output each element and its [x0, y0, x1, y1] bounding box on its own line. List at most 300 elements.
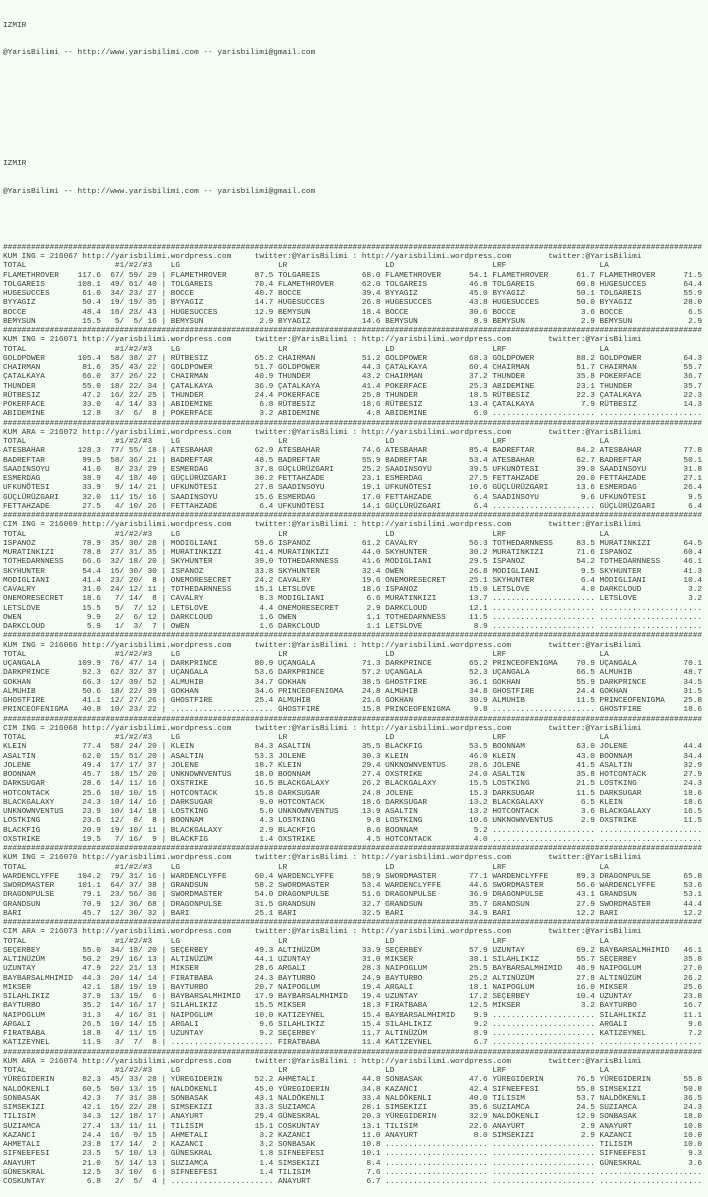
rank-lrf: MIKSER 3.2	[492, 1002, 600, 1011]
runner-name: BADREFTAR	[3, 456, 73, 465]
runner-row	[3, 771, 708, 780]
rank-ld: BEMYSUN 8.9	[385, 317, 493, 326]
pick-counts: 4/ 10/ 26	[100, 502, 157, 511]
runner-row	[3, 1021, 708, 1030]
pick-counts: 58/ 24/ 20	[100, 743, 157, 752]
pick-counts: 7/ 16/ 9	[100, 835, 157, 844]
rank-lg: AHMETALI 3.2	[170, 1131, 278, 1140]
header-lr: LR	[277, 345, 386, 354]
runner-row	[3, 1039, 708, 1048]
pick-counts: 11/ 15/ 16	[100, 493, 157, 502]
rank-lr: ALTINÜZÜM 33.9	[277, 946, 386, 955]
rank-ld: HOTCONTACK 4.0	[385, 835, 493, 844]
total-score: 60.5	[72, 1085, 101, 1094]
total-score: 99.5	[72, 456, 101, 465]
rank-la: ......................	[599, 410, 703, 419]
rank-lg: BYYAGIZ 14.7	[170, 299, 278, 308]
runner-name: BARI	[3, 909, 73, 918]
race-id: KUM ARA = 216072	[3, 428, 83, 437]
rank-lr: GHOSTFIRE 15.8	[277, 706, 386, 715]
rank-lr: SAADINSOYU 19.1	[277, 484, 386, 493]
divider: |	[156, 364, 171, 373]
runner-row	[3, 1132, 708, 1141]
rank-la: ASALTIN 32.9	[599, 761, 703, 770]
runner-name: BAYTURBO	[3, 1002, 73, 1011]
divider: |	[156, 271, 171, 280]
rank-lr: ATESBAHAR 74.6	[277, 447, 386, 456]
rank-lr: NALDÖKENLI 33.4	[277, 1094, 386, 1103]
rank-lg: UFKUNÖTESI 27.8	[170, 484, 278, 493]
rank-lrf: RÜTBESIZ 22.3	[492, 391, 600, 400]
runner-row	[3, 679, 708, 688]
runner-row	[3, 318, 708, 327]
pick-counts: 12/ 8/ 8	[100, 817, 157, 826]
runner-row	[3, 447, 708, 456]
total-score: 42.3	[72, 1094, 101, 1103]
runner-name: BOCCE	[3, 308, 73, 317]
rank-lg: HOTCONTACK 15.8	[170, 789, 278, 798]
rank-ld: LETSLOVE 8.9	[385, 623, 493, 632]
header-picks: #1/#2/#3	[114, 734, 171, 743]
race-id: CIM ARA = 216073	[3, 928, 83, 937]
rank-la: GHOSTFIRE 18.6	[599, 706, 703, 715]
pick-counts: 49/ 61/ 40	[100, 280, 157, 289]
pick-counts: 64/ 37/ 38	[100, 882, 157, 891]
total-score: 33.9	[72, 484, 101, 493]
rank-la: ATESBAHAR 77.8	[599, 447, 703, 456]
runner-row	[3, 808, 708, 817]
divider: :	[347, 641, 362, 650]
rank-la: FETTAHZADE 27.1	[599, 475, 703, 484]
intro-contact: @YarisBilimi -- http://www.yarisbilimi.com -- yarisbilimi@gmail.com	[3, 188, 316, 197]
rank-la: GÜÇLÜRÜZGARI 6.4	[599, 502, 703, 511]
total-score: 37.9	[72, 993, 101, 1002]
rank-ld: ISPANOZ 15.0	[385, 586, 493, 595]
total-score: 35.2	[72, 1002, 101, 1011]
rank-lg: SEÇERBEY 49.3	[170, 946, 278, 955]
runner-row	[3, 1123, 708, 1132]
runner-name: DARKSUGAR	[3, 780, 73, 789]
header-lrf: LRF	[492, 650, 600, 659]
total-score: 78.9	[72, 539, 101, 548]
rank-la: GÜNESKRAL 3.6	[599, 1159, 703, 1168]
header-ld: LD	[385, 650, 493, 659]
intro-city: IZMIR	[3, 21, 27, 30]
rank-lg: BOCCE 40.7	[170, 290, 278, 299]
race-id: KUM ING = 216070	[3, 854, 83, 863]
rank-lr: ÇATALKAYA 41.4	[277, 382, 386, 391]
divider: |	[156, 595, 171, 604]
runner-row	[3, 595, 708, 604]
rank-ld: TOLGAREIS 46.8	[385, 280, 493, 289]
total-score: 41.4	[72, 576, 101, 585]
rank-la: TILISIM 10.0	[599, 1141, 703, 1150]
blog-link: http://yarisbilimi.wordpress.com	[361, 928, 511, 937]
header-la: LA	[599, 734, 609, 743]
rank-lg: ISPANOZ 33.8	[170, 567, 278, 576]
twitter-handle: twitter:@YarisBilimi	[231, 336, 348, 345]
rank-lg: FIRATBABA 24.3	[170, 974, 278, 983]
pick-counts: 10/ 14/ 16	[100, 798, 157, 807]
runner-name: FIRATBABA	[3, 1030, 73, 1039]
twitter-handle: twitter:@YarisBilimi	[231, 428, 348, 437]
total-score: 19.5	[72, 835, 101, 844]
rank-lrf: BAYBARSALMHIMID 46.9	[492, 965, 600, 974]
divider: |	[156, 1039, 171, 1048]
header-picks: #1/#2/#3	[114, 650, 171, 659]
runner-name: PRINCEOFENIGMA	[3, 706, 73, 715]
blog-link: http://yarisbilimi.wordpress.com	[361, 253, 511, 262]
blog-link: http://yarisbilimi.wordpress.com	[82, 724, 232, 733]
total-score: 44.3	[72, 974, 101, 983]
race-id: CIM ING = 216068	[3, 724, 83, 733]
divider: |	[156, 909, 171, 918]
total-score: 54.4	[72, 567, 101, 576]
rank-ld: PRINCEOFENIGMA 9.8	[385, 706, 493, 715]
rank-la: ......................	[599, 613, 703, 622]
rank-lr: PRINCEOFENIGMA 24.8	[277, 687, 386, 696]
divider: |	[156, 835, 171, 844]
total-score: 40.8	[72, 706, 101, 715]
pick-counts: 12/ 18/ 17	[100, 1113, 157, 1122]
column-header-line	[3, 734, 708, 743]
pick-counts: 29/ 16/ 13	[100, 956, 157, 965]
rank-lg: LOSTKING 5.0	[170, 808, 278, 817]
runner-name: RÜTBESIZ	[3, 391, 73, 400]
race-title-line	[3, 642, 708, 651]
rank-lrf: THUNDER 35.8	[492, 373, 600, 382]
runner-row	[3, 373, 708, 382]
rank-lg: UNKNOWNVENTUS 18.0	[170, 771, 278, 780]
rank-lg: UÇANGALA 53.6	[170, 669, 278, 678]
runner-row	[3, 540, 708, 549]
header-lg: LG	[170, 734, 278, 743]
rank-lrf: FLAMETHROVER 61.7	[492, 271, 600, 280]
total-score: 66.6	[72, 558, 101, 567]
rank-la: SEÇERBEY 35.8	[599, 956, 703, 965]
rank-lrf: SIFNEEFESI 55.8	[492, 1085, 600, 1094]
rank-ld: MURATINKIZI 13.7	[385, 595, 493, 604]
rank-la: ÇATALKAYA 22.3	[599, 391, 703, 400]
pick-counts: 4/ 16/ 31	[100, 1011, 157, 1020]
divider: |	[156, 697, 171, 706]
pick-counts: 17/ 17/ 37	[100, 761, 157, 770]
runner-name: GOLDPOWER	[3, 354, 73, 363]
pick-counts: 5/ 10/ 13	[100, 1150, 157, 1159]
rank-lr: AHMETALI 44.8	[277, 1076, 386, 1085]
rank-lg: CAVALRY 8.3	[170, 595, 278, 604]
race-id: KUM ING = 216071	[3, 336, 83, 345]
rank-lr: BLACKFIG 8.6	[277, 826, 386, 835]
rank-ld: UFKUNÖTESI 10.6	[385, 484, 493, 493]
rank-ld: SEÇERBEY 57.9	[385, 946, 493, 955]
runner-row	[3, 1076, 708, 1085]
rank-lrf: BADREFTAR 84.2	[492, 447, 600, 456]
separator-line: ######################################################################################################################################################	[3, 845, 703, 854]
total-score: 24.3	[72, 798, 101, 807]
divider: |	[156, 1011, 171, 1020]
rank-ld: CHAIRMAN 37.2	[385, 373, 493, 382]
divider: |	[156, 447, 171, 456]
blog-link: http://yarisbilimi.wordpress.com	[361, 1057, 511, 1066]
runner-name: THUNDER	[3, 382, 73, 391]
rank-lr: BYYAGIZ 14.6	[277, 317, 386, 326]
total-score: 104.2	[72, 872, 101, 881]
rank-la: THUNDER 35.7	[599, 382, 703, 391]
rank-la: UFKUNÖTESI 9.5	[599, 493, 703, 502]
runner-row	[3, 1160, 708, 1169]
runner-name: UFKUNÖTESI	[3, 484, 73, 493]
runner-row	[3, 660, 708, 669]
header-ld: LD	[385, 734, 493, 743]
header-picks: #1/#2/#3	[114, 863, 171, 872]
runner-name: JOLENE	[3, 761, 73, 770]
rank-la: MIKSER 25.6	[599, 983, 703, 992]
rank-lrf: ÇATALKAYA 7.9	[492, 401, 600, 410]
race-title-line	[3, 253, 708, 262]
divider: |	[156, 798, 171, 807]
runner-row	[3, 1178, 708, 1187]
pick-counts: 27/ 31/ 35	[100, 549, 157, 558]
rank-ld: FLAMETHROVER 54.1	[385, 271, 493, 280]
rank-la: LOSTKING 24.3	[599, 780, 703, 789]
rank-lg: OWEN 1.6	[170, 623, 278, 632]
runner-name: OXSTRIKE	[3, 835, 73, 844]
rank-lr: KATIZEYNEL 15.4	[277, 1011, 386, 1020]
pick-counts: 15/ 22/ 28	[100, 1104, 157, 1113]
total-score: 77.4	[72, 743, 101, 752]
pick-counts: 7/ 31/ 38	[100, 1094, 157, 1103]
rank-lr: MODIGLIANI 6.6	[277, 595, 386, 604]
divider: |	[156, 391, 171, 400]
rank-lrf: PRINCEOFENIGMA 70.9	[492, 660, 600, 669]
total-score: 20.9	[72, 826, 101, 835]
blog-link: http://yarisbilimi.wordpress.com	[82, 641, 232, 650]
header-la: LA	[599, 438, 609, 447]
race-id: KUM ING = 216066	[3, 641, 83, 650]
pick-counts: 12/ 36/ 68	[100, 900, 157, 909]
rank-lrf: LETSLOVE 4.0	[492, 586, 600, 595]
rank-la: ......................	[599, 1168, 703, 1177]
header-total: TOTAL	[3, 734, 115, 743]
pick-counts: 12/ 39/ 52	[100, 678, 157, 687]
rank-lr: UZUNTAY 31.0	[277, 956, 386, 965]
blog-link: http://yarisbilimi.wordpress.com	[361, 724, 511, 733]
runner-row	[3, 549, 708, 558]
rank-lg: SKYHUNTER 39.0	[170, 558, 278, 567]
runner-name: UZUNTAY	[3, 965, 73, 974]
separator-line: ######################################################################################################################################################	[3, 632, 703, 641]
divider: |	[156, 789, 171, 798]
total-score: 101.1	[72, 882, 101, 891]
pick-counts: 4/ 18/ 40	[100, 475, 157, 484]
runner-row	[3, 586, 708, 595]
rank-ld: SIMSEKIZI 35.6	[385, 1104, 493, 1113]
total-score: 15.5	[72, 317, 101, 326]
rank-ld: SAADINSOYU 39.5	[385, 465, 493, 474]
divider: :	[347, 428, 362, 437]
rank-ld: ARGALI 18.1	[385, 983, 493, 992]
runner-name: MODIGLIANI	[3, 576, 73, 585]
pick-counts: 4/ 11/ 15	[100, 1030, 157, 1039]
runner-name: MURATINKIZI	[3, 549, 73, 558]
divider: |	[156, 808, 171, 817]
pick-counts: 9/ 14/ 21	[100, 484, 157, 493]
column-header-line	[3, 864, 708, 873]
rank-lg: ABIDEMINE 6.8	[170, 401, 278, 410]
rank-lg: ÇATALKAYA 36.9	[170, 382, 278, 391]
header-total: TOTAL	[3, 345, 115, 354]
divider: |	[156, 882, 171, 891]
rank-lg: KLEIN 84.3	[170, 743, 278, 752]
rank-la: FLAMETHROVER 71.5	[599, 271, 703, 280]
divider: |	[156, 983, 171, 992]
blog-link: http://yarisbilimi.wordpress.com	[82, 428, 232, 437]
total-score: 41.0	[72, 465, 101, 474]
rank-la: BAYBARSALMHIMID 46.1	[599, 946, 703, 955]
divider: |	[156, 290, 171, 299]
rank-ld: UZUNTAY 17.2	[385, 993, 493, 1002]
pick-counts: 18/ 22/ 39	[100, 687, 157, 696]
runner-row	[3, 466, 708, 475]
runner-row	[3, 401, 708, 410]
rank-lg: TOTHEDARNNESS 15.1	[170, 586, 278, 595]
rank-ld: POKERFACE 25.3	[385, 382, 493, 391]
rank-la: SWORDMASTER 44.4	[599, 900, 703, 909]
rank-lg: CHAIRMAN 40.9	[170, 373, 278, 382]
runner-row	[3, 410, 708, 419]
column-header-line	[3, 531, 708, 540]
divider: |	[156, 771, 171, 780]
rank-la: ESMERDAG 26.4	[599, 484, 703, 493]
total-score: 6.8	[72, 1178, 101, 1187]
blog-link: http://yarisbilimi.wordpress.com	[361, 641, 511, 650]
runner-row	[3, 577, 708, 586]
rank-ld: GÜÇLÜRÜZGARI 6.4	[385, 502, 493, 511]
twitter-handle: twitter:@YarisBilimi	[510, 336, 642, 345]
header-lg: LG	[170, 438, 278, 447]
header-lg: LG	[170, 262, 278, 271]
rank-lg: OXSTRIKE 16.5	[170, 780, 278, 789]
twitter-handle: twitter:@YarisBilimi	[510, 1057, 642, 1066]
pick-counts: 58/ 38/ 27	[100, 354, 157, 363]
pick-counts: 5/ 5/ 16	[100, 317, 157, 326]
header-lg: LG	[170, 530, 278, 539]
header-picks: #1/#2/#3	[114, 937, 171, 946]
rank-lrf: ATESBAHAR 62.7	[492, 456, 600, 465]
rank-lg: DRAGONPULSE 31.5	[170, 900, 278, 909]
header-lrf: LRF	[492, 863, 600, 872]
column-header-line	[3, 262, 708, 271]
runner-row	[3, 568, 708, 577]
header-ld: LD	[385, 863, 493, 872]
rank-la: SIMSEKIZI 50.8	[599, 1085, 703, 1094]
rank-ld: ESMERDAG 27.5	[385, 475, 493, 484]
rank-lrf: GHOSTFIRE 24.4	[492, 687, 600, 696]
rank-la: MODIGLIANI 10.4	[599, 576, 703, 585]
divider: |	[156, 1178, 171, 1187]
runner-row	[3, 975, 708, 984]
pick-counts: 19/ 19/ 35	[100, 299, 157, 308]
runner-row	[3, 1169, 708, 1178]
rank-lg: TILISIM 15.1	[170, 1122, 278, 1131]
rank-la: BLACKGALAXY 16.5	[599, 808, 703, 817]
rank-lr: DARKCLOUD 1.1	[277, 623, 386, 632]
divider: |	[156, 1076, 171, 1085]
rank-la: HOTCONTACK 27.9	[599, 771, 703, 780]
rank-lg: JOLENE 18.7	[170, 761, 278, 770]
race-blocks	[3, 244, 708, 1188]
divider: |	[156, 1030, 171, 1039]
pick-counts: 14/ 11/ 16	[100, 780, 157, 789]
rank-lrf: ......................	[492, 826, 600, 835]
divider: |	[156, 1159, 171, 1168]
rank-lr: SILAHLIKIZ 15.4	[277, 1020, 386, 1029]
divider: |	[156, 780, 171, 789]
divider: |	[156, 872, 171, 881]
runner-row	[3, 1012, 708, 1021]
total-score: 117.6	[72, 271, 101, 280]
rank-lr: DARKSUGAR 24.8	[277, 789, 386, 798]
divider: |	[156, 456, 171, 465]
header-lrf: LRF	[492, 1067, 600, 1076]
rank-lrf: ......................	[492, 1150, 600, 1159]
rank-lrf: LOSTKING 21.5	[492, 780, 600, 789]
rank-lr: MURATINKIZI 44.0	[277, 549, 386, 558]
rank-lg: GRANDSUN 58.2	[170, 882, 278, 891]
runner-row	[3, 956, 708, 965]
total-score: 24.4	[72, 1131, 101, 1140]
race-title-line	[3, 521, 708, 530]
runner-name: BEMYSUN	[3, 317, 73, 326]
rank-lg: NAIPOGLUM 10.0	[170, 1011, 278, 1020]
blank-line	[3, 105, 708, 114]
runner-row	[3, 392, 708, 401]
rank-lg: ARGALI 9.6	[170, 1020, 278, 1029]
divider: |	[156, 660, 171, 669]
pick-counts: 50/ 13/ 15	[100, 1085, 157, 1094]
pick-counts: 16/ 22/ 25	[100, 391, 157, 400]
twitter-handle: twitter:@YarisBilimi	[510, 641, 642, 650]
rank-ld: BYYAGIZ 45.0	[385, 290, 493, 299]
pick-counts: 37/ 26/ 22	[100, 373, 157, 382]
separator-line: ######################################################################################################################################################	[3, 512, 703, 521]
header-picks: #1/#2/#3	[114, 345, 171, 354]
total-score: 23.5	[72, 1150, 101, 1159]
rank-lr: POKERFACE 25.8	[277, 391, 386, 400]
rank-lr: FIRATBABA 11.4	[277, 1039, 386, 1048]
runner-row	[3, 309, 708, 318]
twitter-handle: twitter:@YarisBilimi	[231, 521, 348, 530]
rank-lg: MODIGLIANI 59.6	[170, 539, 278, 548]
rank-lr: UNKNOWNVENTUS 13.9	[277, 808, 386, 817]
rank-lrf: SUZIAMCA 24.5	[492, 1104, 600, 1113]
rank-lg: DARKCLOUD 1.6	[170, 613, 278, 622]
rank-lg: GHOSTFIRE 25.4	[170, 697, 278, 706]
total-score: 18.6	[72, 595, 101, 604]
rank-lg: FETTAHZADE 6.4	[170, 502, 278, 511]
rank-la: DARKPRINCE 34.5	[599, 678, 703, 687]
header-total: TOTAL	[3, 863, 115, 872]
header-picks: #1/#2/#3	[114, 262, 171, 271]
runner-name: TOLGAREIS	[3, 280, 73, 289]
divider: |	[156, 475, 171, 484]
blank-line	[3, 133, 708, 142]
rank-ld: ÇATALKAYA 60.4	[385, 364, 493, 373]
rank-la: ARGALI 9.6	[599, 1020, 703, 1029]
rank-la: DARKSUGAR 18.6	[599, 789, 703, 798]
runner-row	[3, 799, 708, 808]
